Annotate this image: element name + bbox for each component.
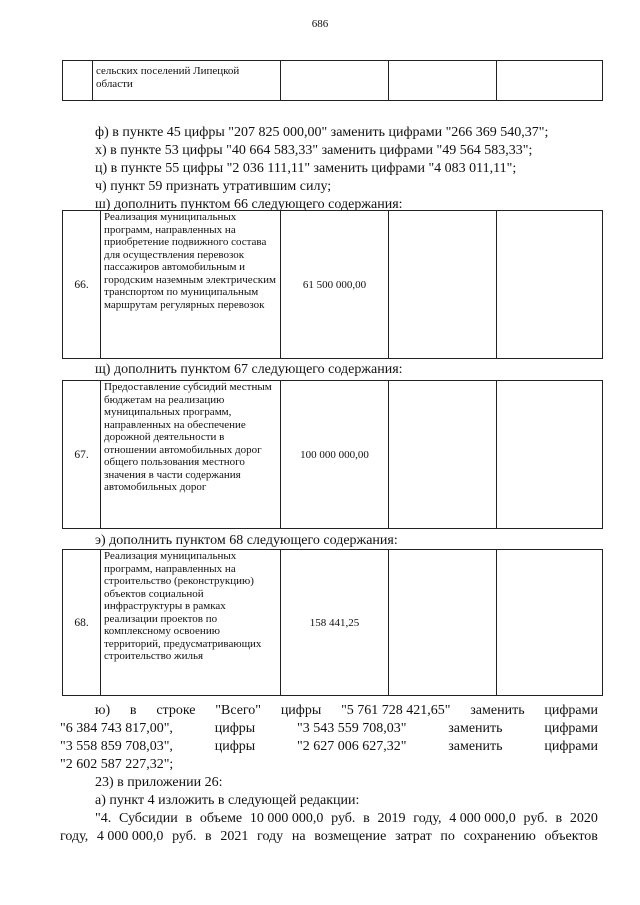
cell-empty: [497, 211, 603, 359]
word: по: [440, 829, 455, 844]
word: цифрами: [544, 703, 598, 718]
cell-num: 67.: [63, 381, 101, 529]
word: 2021: [220, 829, 249, 844]
cell-desc: Предоставление субсидий местным бюджетам на реализацию муниципальных программ, направленных на обеспечение дорожной деятельности в отношении автомобильных дорог общего пользования местного значения в части содержания автомобильных дорог: [101, 381, 281, 529]
cell-desc: Реализация муниципальных программ, направленных на приобретение подвижного состава для осуществления перевозок пассажиров автомобильным и городским наземным электрическим транспортом по муниципальным маршрутам регулярных перевозок: [101, 211, 281, 359]
word: цифрами: [544, 739, 598, 754]
word: заменить: [470, 703, 525, 718]
word: 4 000 000,0: [96, 829, 164, 844]
cell-num: 66.: [63, 211, 101, 359]
word: цифры: [214, 739, 256, 754]
word: руб.: [523, 811, 548, 826]
word: году,: [413, 811, 442, 826]
word: "3 558 859 708,03",: [60, 739, 173, 754]
cell-empty: [389, 211, 497, 359]
vsego-line-3: [60, 738, 598, 755]
appendix-26: 23) в приложении 26:: [95, 775, 223, 790]
cell-empty: [497, 381, 603, 529]
amendment-sh: ш) дополнить пунктом 66 следующего содержания:: [95, 197, 403, 212]
word: возмещение: [314, 829, 387, 844]
word: "5 761 728 421,65": [341, 703, 451, 718]
word: строке: [156, 703, 196, 718]
cell-amount: 100 000 000,00: [281, 381, 389, 529]
word: в: [185, 811, 193, 826]
word: "4.: [95, 811, 112, 826]
vsego-line-1: [95, 702, 598, 719]
word: 10 000 000,0: [249, 811, 324, 826]
word: заменить: [448, 739, 503, 754]
word: Субсидии: [118, 811, 178, 826]
table-row-66: [62, 210, 603, 359]
word: на: [291, 829, 306, 844]
word: году: [257, 829, 284, 844]
word: "6 384 743 817,00",: [60, 721, 173, 736]
para4-line-2: [60, 828, 598, 845]
word: заменить: [448, 721, 503, 736]
word: руб.: [331, 811, 356, 826]
table-row: [63, 61, 603, 101]
word: 2019: [377, 811, 406, 826]
cell-desc: [93, 61, 281, 101]
table-row-68: [62, 549, 603, 696]
page-number: 686: [311, 18, 329, 30]
cell-amount: [281, 61, 389, 101]
word: в: [555, 811, 563, 826]
table-row: [63, 550, 603, 696]
cell-empty: [497, 550, 603, 696]
amendment-ts: ц) в пункте 55 цифры "2 036 111,11" заменить цифрами "4 083 011,11";: [95, 161, 517, 176]
cell-num: 68.: [63, 550, 101, 696]
cell-amount: 158 441,25: [281, 550, 389, 696]
amendment-shch: щ) дополнить пунктом 67 следующего содержания:: [95, 362, 403, 377]
word: объектов: [544, 829, 598, 844]
word: "2 627 006 627,32": [297, 739, 407, 754]
word: ю): [95, 703, 111, 718]
cell-desc: Реализация муниципальных программ, направленных на строительство (реконструкцию) объектов социальной инфраструктуры в рамках реализации проектов по комплексному освоению территорий, предусматривающих строительство жилья: [101, 550, 281, 696]
word: затрат: [395, 829, 432, 844]
cell-empty: [389, 61, 497, 101]
word: 2020: [569, 811, 598, 826]
table-row: [63, 381, 603, 529]
amendment-f: ф) в пункте 45 цифры "207 825 000,00" заменить цифрами "266 369 540,37";: [95, 125, 549, 140]
amendment-kh: х) в пункте 53 цифры "40 664 583,33" заменить цифрами "49 564 583,33";: [95, 143, 533, 158]
word: году,: [60, 829, 89, 844]
amendment-e: э) дополнить пунктом 68 следующего содержания:: [95, 533, 398, 548]
word: цифрами: [544, 721, 598, 736]
word: в: [129, 703, 137, 718]
row-description: сельских поселений Липецкой области: [96, 65, 240, 90]
cell-empty: [389, 381, 497, 529]
table-row-67: [62, 380, 603, 529]
cell-empty: [389, 550, 497, 696]
para4-line-1: [95, 810, 598, 827]
cell-amount: 61 500 000,00: [281, 211, 389, 359]
vsego-line-2: [60, 720, 598, 737]
word: в: [205, 829, 212, 844]
item-a: а) пункт 4 изложить в следующей редакции:: [95, 793, 360, 808]
table-row: [63, 211, 603, 359]
vsego-line-4: "2 602 587 227,32";: [60, 757, 174, 772]
word: сохранению: [463, 829, 536, 844]
word: цифры: [280, 703, 322, 718]
word: руб.: [172, 829, 197, 844]
word: "Всего": [215, 703, 262, 718]
cell-empty: [497, 61, 603, 101]
word: "3 543 559 708,03": [297, 721, 407, 736]
word: в: [363, 811, 370, 826]
amendment-ch: ч) пункт 59 признать утратившим силу;: [95, 179, 332, 194]
cell-num: [63, 61, 93, 101]
word: 4 000 000,0: [449, 811, 516, 826]
word: цифры: [214, 721, 256, 736]
table-continuation: [62, 60, 603, 101]
word: объеме: [199, 811, 243, 826]
